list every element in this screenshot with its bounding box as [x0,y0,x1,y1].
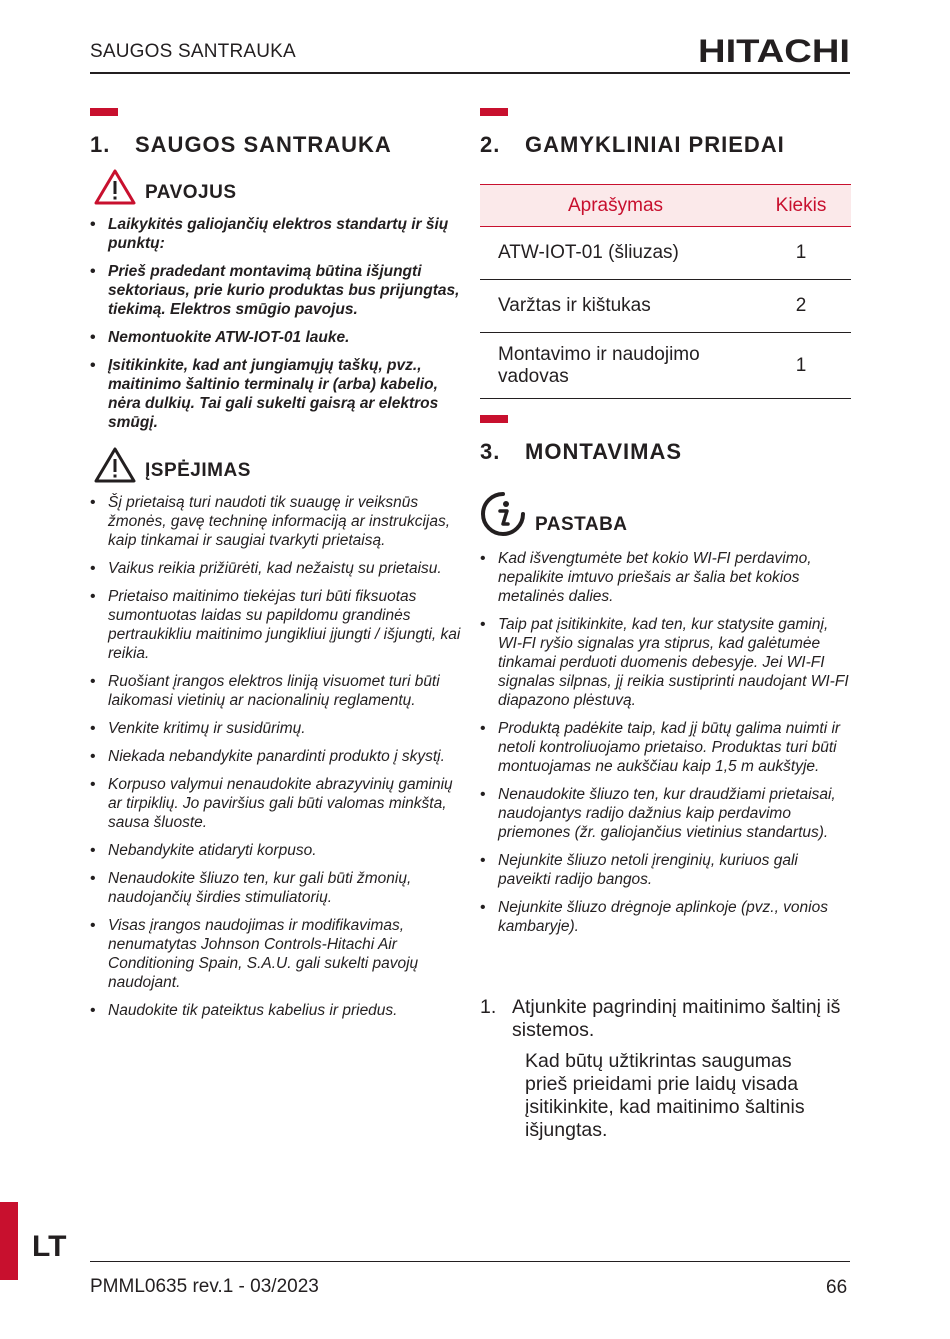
list-item: • Korpuso valymui nenaudokite abrazyvinių gaminių ar tirpiklių. Jo paviršius gali būti valomas minkšta, sausa šluoste. [90,775,462,832]
step-text: Atjunkite pagrindinį maitinimo šaltinį iš sistemos. [512,996,841,1041]
table-row [480,333,851,399]
header-title: SAUGOS SANTRAUKA [90,41,296,62]
list-item: • Naudokite tik pateiktus kabelius ir priedus. [90,1001,462,1020]
install-step-1 [480,996,852,1142]
brand-text: HITACHI [698,33,850,69]
warning-triangle-icon [93,168,137,206]
danger-list [90,215,462,441]
column-header: Kiekis [751,185,851,227]
table-cell: Varžtas ir kištukas [480,280,751,333]
section-1-title [90,132,392,158]
list-item: • Nejunkite šliuzo drėgnoje aplinkoje (pvz., vonios kambaryje). [480,898,852,936]
section-marker [480,415,508,423]
table-row [480,280,851,333]
section-number: 1. [90,132,111,157]
section-marker [90,108,118,116]
column-header: Aprašymas [480,185,751,227]
table-cell: Montavimo ir naudojimo vadovas [480,333,751,399]
list-item: • Nenaudokite šliuzo ten, kur gali būti žmonių, naudojančių širdies stimuliatorių. [90,869,462,907]
list-item: • Prietaiso maitinimo tiekėjas turi būti fiksuotas sumontuotas laidas su papildomu grandinės pertraukikliu maitinimo jungikliui įjungti / išjungti, kai reikia. [90,587,462,663]
table-cell: 1 [751,333,851,399]
list-item: • Kad išvengtumėte bet kokio WI-FI perdavimo, nepalikite imtuvo priešais ar šalia bet kokios metalinės dalies. [480,549,852,606]
section-2-title [480,132,785,158]
list-item: • Laikykitės galiojančių elektros standartų ir šių punktų: [90,215,462,253]
step-detail: Kad būtų užtikrintas saugumas prieš prieidami prie laidų visada įsitikinkite, kad maitinimo šaltinis išjungtas. [525,1050,805,1141]
section-title-text: SAUGOS SANTRAUKA [135,132,392,157]
list-item: • Įsitikinkite, kad ant jungiamųjų taškų, pvz., maitinimo šaltinio terminalų ir (arba) kabelio, nėra dulkių. Tai gali sukelti gaisrą ar elektros smūgį. [90,356,462,432]
list-item: • Ruošiant įrangos elektros liniją visuomet turi būti laikomasi vietinių ar nacionalinių reglamentų. [90,672,462,710]
warning-heading [93,446,251,484]
note-list [480,549,852,945]
list-item: • Šį prietaisą turi naudoti tik suaugę ir veiksnūs žmonės, gavę techninę informaciją ar instrukcijas, kaip tinkamai ir saugiai tvarkyti prietaisą. [90,493,462,550]
language-code: LT [32,1230,67,1263]
section-3-title [480,439,682,465]
section-number: 3. [480,439,501,464]
table-header-row [480,185,851,227]
table-cell: ATW-IOT-01 (šliuzas) [480,227,751,280]
list-item: • Vaikus reikia prižiūrėti, kad nežaistų su prietaisu. [90,559,462,578]
language-tab-bar [0,1202,18,1280]
footer-rule [90,1261,850,1262]
step-number: 1. [480,996,497,1018]
list-item: • Prieš pradedant montavimą būtina išjungti sektoriaus, prie kurio produktas bus prijungtas, tiekimą. Elektros smūgio pavojus. [90,262,462,319]
list-item: • Visas įrangos naudojimas ir modifikavimas, nenumatytas Johnson Controls-Hitachi Air Conditioning Spain, S.A.U. gali sukelti pavojų naudojant. [90,916,462,992]
hitachi-logo [697,31,851,71]
note-label: PASTABA [535,514,628,535]
section-number: 2. [480,132,501,157]
table-cell: 1 [751,227,851,280]
list-item: • Taip pat įsitikinkite, kad ten, kur statysite gaminį, WI-FI ryšio signalas yra stiprus, kad galėtumėe tinkamai perduoti duomenis debesyje. Jei WI-FI signalas silpnas, jį reikia sustiprinti naudojant WI-FI diapazono plėstuvą. [480,615,852,710]
list-item: • Nenaudokite šliuzo ten, kur draudžiami prietaisai, naudojantys radijo dažnius kaip perdavimo priemones (žr. galiojančius vietinius standartus). [480,785,852,842]
warning-label: ĮSPĖJIMAS [145,460,251,481]
table-cell: 2 [751,280,851,333]
accessories-table [480,184,851,399]
list-item: • Nebandykite atidaryti korpuso. [90,841,462,860]
danger-heading [93,168,237,206]
document-id: PMML0635 rev.1 - 03/2023 [90,1276,319,1297]
list-item: • Venkite kritimų ir susidūrimų. [90,719,462,738]
header-rule [90,72,850,74]
info-circle-icon [479,490,527,538]
table-row [480,227,851,280]
list-item: • Produktą padėkite taip, kad jį būtų galima nuimti ir netoli kontroliuojamo prietaiso. Produktas turi būti montuojamas ne aukščiau kaip 1,5 m aukštyje. [480,719,852,776]
danger-label: PAVOJUS [145,182,237,203]
page-number: 66 [826,1277,848,1298]
note-heading [479,490,628,538]
section-title-text: GAMYKLINIAI PRIEDAI [525,132,785,157]
warning-triangle-icon [93,446,137,484]
warning-list [90,493,462,1029]
list-item: • Niekada nebandykite panardinti produkto į skystį. [90,747,462,766]
list-item: • Nemontuokite ATW-IOT-01 lauke. [90,328,462,347]
list-item: • Nejunkite šliuzo netoli įrenginių, kuriuos gali paveikti radijo bangos. [480,851,852,889]
section-marker [480,108,508,116]
section-title-text: MONTAVIMAS [525,439,683,464]
